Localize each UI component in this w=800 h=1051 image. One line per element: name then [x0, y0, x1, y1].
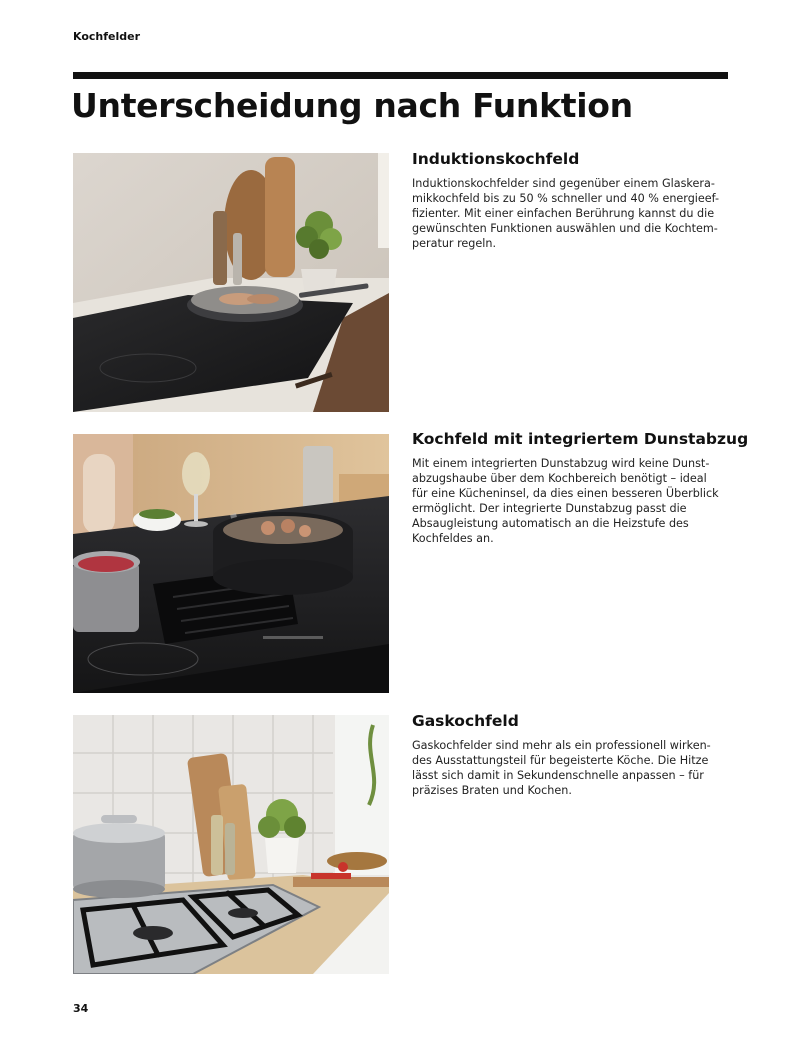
body-text-line: für eine Kücheninsel, da dies einen besseren Überblick	[412, 486, 719, 500]
page-title: Unterscheidung nach Funktion	[71, 86, 633, 125]
gas-hob-section	[412, 712, 732, 799]
section-heading: Gaskochfeld	[412, 712, 519, 730]
title-rule	[73, 72, 728, 79]
body-text-line: Mit einem integrierten Dunstabzug wird keine Dunst-	[412, 457, 710, 470]
extractor-hob-section	[412, 430, 749, 546]
body-text-line: präzises Braten und Kochen.	[412, 783, 572, 797]
body-text-line: Absaugleistung automatisch an die Heizstufe des	[412, 516, 689, 530]
body-text-line: Induktionskochfelder sind gegenüber einem Glaskera-	[412, 177, 715, 190]
body-text-line: fizienter. Mit einer einfachen Berührung kannst du die	[412, 206, 715, 220]
body-text-line: Gaskochfelder sind mehr als ein professionell wirken-	[412, 739, 711, 752]
body-text-line: mikkochfeld bis zu 50 % schneller und 40 % energieef-	[412, 191, 720, 205]
body-text-line: lässt sich damit in Sekundenschnelle anpassen – für	[412, 768, 704, 782]
induction-hob-section	[412, 150, 732, 252]
body-text-line: abzugshaube über dem Kochbereich benötigt – ideal	[412, 471, 707, 485]
body-text-line: des Ausstattungsteil für begeisterte Köche. Die Hitze	[412, 753, 709, 767]
page-number: 34	[73, 1002, 89, 1015]
body-text-line: ermöglicht. Der integrierte Dunstabzug passt die	[412, 501, 687, 515]
body-text-line: peratur regeln.	[412, 236, 497, 250]
gas-hob-photo	[73, 715, 389, 974]
body-text-line: Kochfeldes an.	[412, 531, 494, 545]
extractor-hob-photo	[73, 434, 389, 693]
section-label: Kochfelder	[73, 30, 141, 43]
section-heading: Induktionskochfeld	[412, 150, 580, 168]
body-text-line: gewünschten Funktionen auswählen und die Kochtem-	[412, 221, 718, 235]
section-heading: Kochfeld mit integriertem Dunstabzug	[412, 430, 749, 448]
induction-hob-photo	[73, 153, 389, 412]
